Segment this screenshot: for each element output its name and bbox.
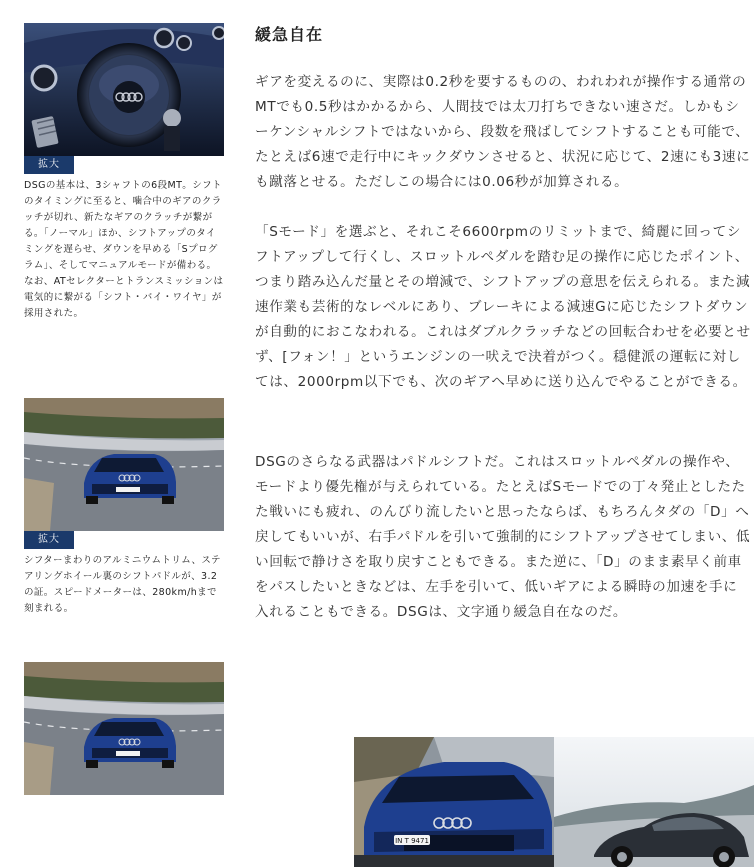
- license-plate: IN T 9471: [395, 837, 429, 845]
- enlarge-button[interactable]: 拡大: [24, 156, 74, 174]
- enlarge-button[interactable]: 拡大: [24, 531, 74, 549]
- interior-photo[interactable]: [24, 23, 224, 156]
- car-road-photo-2: [24, 662, 224, 795]
- shifter-caption: シフターまわりのアルミニウムトリム、ステアリングホイール裏のシフトパドルが、3.2の証。スピードメーターは、280km/hまで刻まれる。: [24, 555, 221, 614]
- car-road-photo[interactable]: [24, 398, 224, 531]
- article-paragraph: ギアを変えるのに、実際は0.2秒を要するものの、われわれが操作する通常のMTでも0.5秒はかかるから、人間技では太刀打ちできない速さだ。しかもシーケンシャルシフトではないから、段数を飛ばしてシフトすることも可能で、たとえば6速で走行中にキックダウンさせると、状況に応じて、2速にも3速にも蹴落とせる。ただしこの場合には0.06秒が加算される。: [255, 74, 751, 190]
- article-paragraph: 「Sモード」を選ぶと、それこそ6600rpmのリミットまで、綺麗に回ってシフトアップして行くし、スロットルペダルを踏む足の操作に応じたポイント、つまり踏み込んだ量とその増減で、シフトアップの意思を伝えられる。また減速作業も芸術的なレベルにあり、ブレーキによる減速Gに応じたシフトダウンが自動的におこなわれる。これはダブルクラッチなどの回転合わせを必要とせず、[フォン！」というエンジンの一吠えで決着がつく。穏健派の運転に対しては、2000rpm以下でも、次のギアへ早めに送り込んでやることができる。: [255, 224, 751, 390]
- article-paragraph: DSGのさらなる武器はパドルシフトだ。これはスロットルペダルの操作や、モードより優先権が与えられている。たとえばSモードでの丁々発止としたたた戦いにも疲れ、のんびり流したいと思ったならば、もちろんタダの「D」へ戻してもいいが、右手パドルを引いて強制的にシフトアップさせてしまい、低い回転で静けさを取り戻すこともできる。また逆に、「D」のまま素早く前車をパスしたいときなどは、左手を引いて、低いギアによる瞬時の加速を手に入れることもできる。DSGは、文字通り緩急自在なのだ。: [255, 454, 751, 620]
- car-side-photo: [554, 737, 754, 867]
- article-title: 緩急自在: [255, 25, 324, 44]
- interior-caption: DSGの基本は、3シャフトの6段MT。シフトのタイミングに至ると、噛合中のギアのクラッチが切れ、新たなギアのクラッチが繋がる。「ノーマル」ほか、シフトアップのタイミングを遅らせ、ダウンを早める「Sプログラム」、そしてマニュアルモードが備わる。なお、ATセレクターとトランスミッションは電気的に繋がる「シフト・バイ・ワイヤ」が採用された。: [24, 180, 224, 319]
- car-front-photo: [354, 737, 554, 867]
